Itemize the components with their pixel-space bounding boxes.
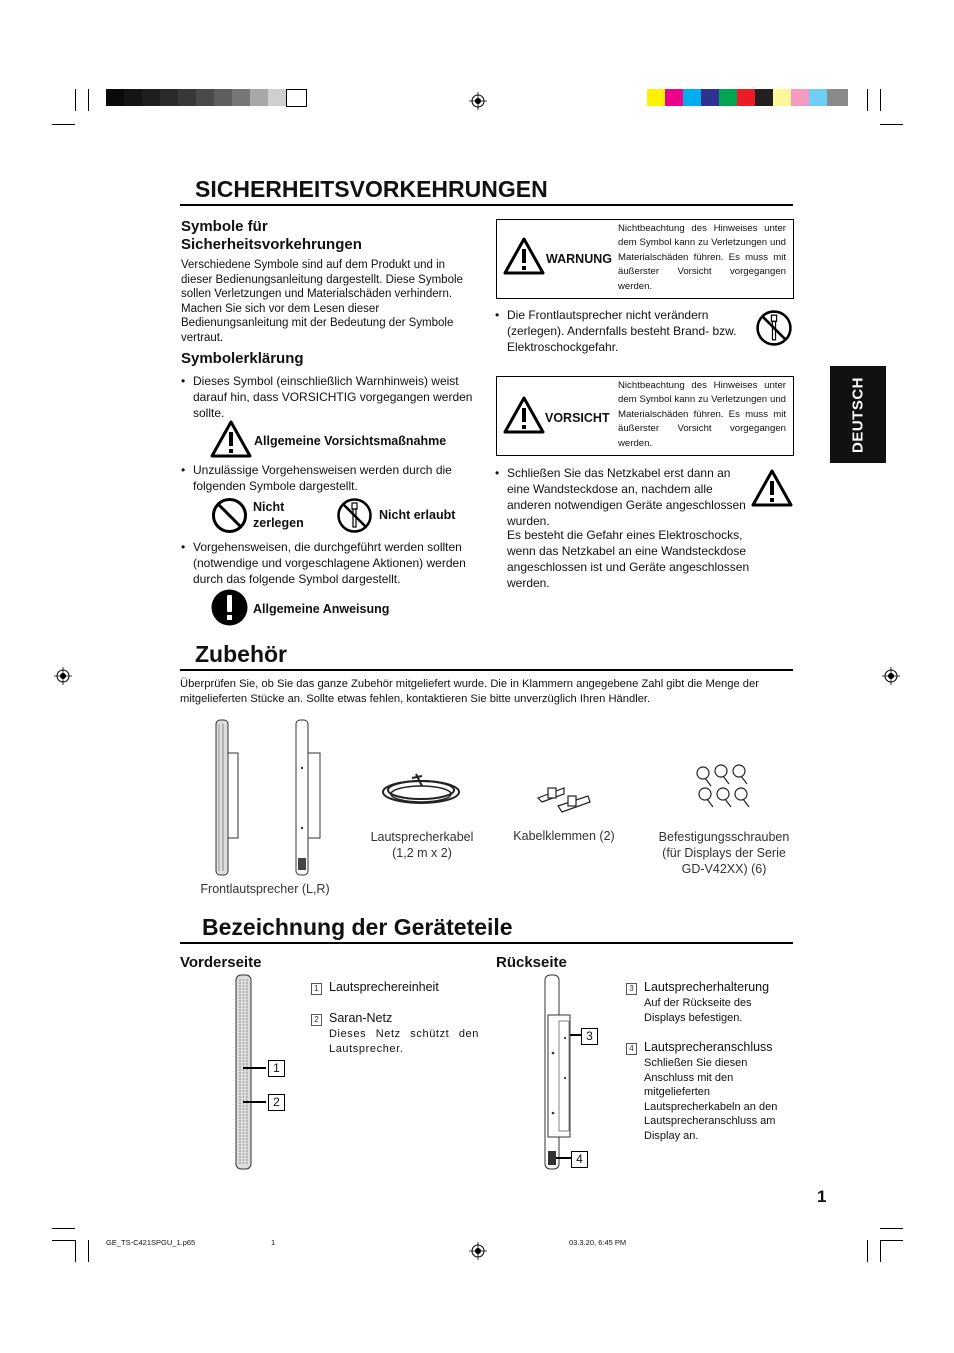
warning-triangle-icon <box>503 396 545 434</box>
page-number: 1 <box>817 1187 827 1206</box>
mounting-screws-illustration <box>693 764 755 816</box>
callout-4: 4 <box>571 1151 588 1168</box>
color-swatch <box>196 89 214 106</box>
color-swatch <box>160 89 178 106</box>
color-swatch <box>665 89 683 106</box>
caution-text: Nichtbeachtung des Hinweises unter dem Symbol kann zu Verletzungen und Materialschäden führen. Es muss mit äußerster Vorsicht vorgegangen werden. <box>618 380 786 449</box>
registration-mark-icon <box>882 667 900 685</box>
caution-label: VORSICHT <box>545 411 610 425</box>
warning-triangle-icon <box>751 469 793 507</box>
item-clamps-caption: Kabelklemmen (2) <box>513 829 615 843</box>
color-swatch <box>232 89 250 106</box>
color-swatch <box>683 89 701 106</box>
footer-date: 03.3.20, 6:45 PM <box>569 1238 627 1247</box>
rear-heading: Rückseite <box>496 954 567 971</box>
color-swatch <box>106 89 124 106</box>
section-title: SICHERHEITSVORKEHRUNGEN <box>195 176 548 202</box>
language-tab <box>830 366 886 463</box>
explanation-heading: Symbolerklärung <box>181 350 304 367</box>
part-name-3: Lautsprecherhalterung <box>644 980 770 994</box>
part-name-1: Lautsprechereinheit <box>329 980 439 994</box>
footer-page: 1 <box>271 1238 276 1247</box>
bullet-prohibited-symbols: • Unzulässige Vorgehensweisen werden durch die folgenden Symbole dargestellt. <box>193 462 478 494</box>
prohibited-icon <box>211 497 248 534</box>
color-swatch <box>178 89 196 106</box>
symbols-heading: Symbole für Sicherheitsvorkehrungen <box>181 218 362 253</box>
color-swatch <box>809 89 827 106</box>
front-speakers-illustration <box>210 718 330 878</box>
parts-title: Bezeichnung der Geräteteile <box>202 914 513 940</box>
caution-bullet: • Schließen Sie das Netzkabel erst dann an eine Wandsteckdose an, nachdem alle anderen notwendigen Geräte angeschlossen wurden. <box>507 465 752 529</box>
warning-box <box>496 219 794 299</box>
part-number-4: 4 <box>626 1043 637 1055</box>
bullet-mandatory-symbol: • Vorgehensweisen, die durchgeführt werden sollten (notwendige und vorgeschlagene Aktionen) werden durch das folgende Symbol dargestellt. <box>193 539 481 587</box>
callout-3: 3 <box>581 1028 598 1045</box>
section-rule <box>180 204 793 206</box>
warning-text: Nichtbeachtung des Hinweises unter dem Symbol kann zu Verletzungen und Materialschäden führen. Es muss mit äußerster Vorsicht vorgegangen werden. <box>618 223 786 292</box>
color-swatch <box>719 89 737 106</box>
color-swatch <box>268 89 286 106</box>
part-desc-3: Auf der Rückseite des Displays befestigen. <box>644 997 752 1024</box>
color-swatch <box>737 89 755 106</box>
not-allowed-label: Nicht erlaubt <box>379 508 456 522</box>
general-caution-label: Allgemeine Vorsichtsmaßnahme <box>254 434 447 448</box>
color-swatch <box>755 89 773 106</box>
item-screws-caption: Befestigungsschrauben (für Displays der Serie GD-V42XX) (6) <box>658 830 790 876</box>
footer-file: GE_TS-C421SPGU_1.p65 <box>106 1238 196 1247</box>
bullet-caution-symbol: • Dieses Symbol (einschließlich Warnhinweis) weist darauf hin, dass VORSICHTIG vorgegangen werden sollte. <box>193 373 478 421</box>
registration-mark-icon <box>469 92 487 110</box>
part-name-2: Saran-Netz <box>329 1011 393 1025</box>
caution-box <box>496 376 794 456</box>
registration-mark-icon <box>469 1242 487 1260</box>
part-number-3: 3 <box>626 983 637 995</box>
item-cable-caption: Lautsprecherkabel (1,2 m x 2) <box>370 830 474 860</box>
color-swatch <box>286 89 307 107</box>
warning-bullet: • Die Frontlautsprecher nicht verändern (zerlegen). Andernfalls besteht Brand- bzw. Elektroschockgefahr. <box>507 307 752 355</box>
part-number-1: 1 <box>311 983 322 995</box>
color-swatch <box>773 89 791 106</box>
color-swatch <box>214 89 232 106</box>
part-name-4: Lautsprecheranschluss <box>644 1040 773 1054</box>
section-rule <box>180 942 793 944</box>
callout-1: 1 <box>268 1060 285 1077</box>
color-swatch <box>250 89 268 106</box>
no-disassemble-label: Nicht zerlegen <box>253 500 304 530</box>
front-heading: Vorderseite <box>180 954 262 971</box>
color-swatch <box>124 89 142 106</box>
speaker-cable-illustration <box>376 770 462 812</box>
accessories-title: Zubehör <box>195 641 287 667</box>
color-swatch <box>647 89 665 106</box>
caution-bullet-continued: Es besteht die Gefahr eines Elektroschocks, wenn das Netzkabel an eine Wandsteckdose angeschlossen ist und Geräte angeschlossen werden. <box>507 528 750 590</box>
accessories-intro: Überprüfen Sie, ob Sie das ganze Zubehör mitgeliefert wurde. Die in Klammern angegebene Zahl gibt die Menge der mitgelieferten Stücke an. Sollte etwas fehlen, kontaktieren Sie bitte unverzüglich Ihren Händler. <box>180 678 759 705</box>
part-number-2: 2 <box>311 1014 322 1026</box>
warning-triangle-icon <box>210 420 252 458</box>
language-tab-label: DEUTSCH <box>849 376 867 453</box>
mandatory-action-icon <box>211 589 248 626</box>
cable-clamps-illustration <box>534 782 594 816</box>
color-swatch <box>791 89 809 106</box>
part-desc-4: Schließen Sie diesen Anschluss mit den mitgelieferten Lautsprecherkabeln an den Lautsprecheranschluss am Display an. <box>644 1057 778 1142</box>
symbols-text: Verschiedene Symbole sind auf dem Produkt und in dieser Bedienungsanleitung dargestellt. Diese Symbole sollen Verletzungen und Materialschäden verhindern. Machen Sie sich vor dem Lesen dieser Bedienungsanleitung mit der Bedeutung der Symbole vertraut. <box>181 259 463 344</box>
warning-label: WARNUNG <box>546 252 612 266</box>
item-speakers-caption: Frontlautsprecher (L,R) <box>200 882 330 896</box>
part-desc-2: Dieses Netz schützt den Lautsprecher. <box>329 1028 479 1055</box>
color-swatch <box>827 89 848 106</box>
section-rule <box>180 669 793 671</box>
no-disassemble-icon <box>336 497 373 534</box>
no-disassemble-icon <box>755 309 793 347</box>
color-swatch <box>701 89 719 106</box>
callout-2: 2 <box>268 1094 285 1111</box>
color-swatch <box>142 89 160 106</box>
registration-mark-icon <box>54 667 72 685</box>
general-instruction-label: Allgemeine Anweisung <box>253 602 390 616</box>
rear-side-illustration <box>540 973 600 1173</box>
warning-triangle-icon <box>503 237 545 275</box>
